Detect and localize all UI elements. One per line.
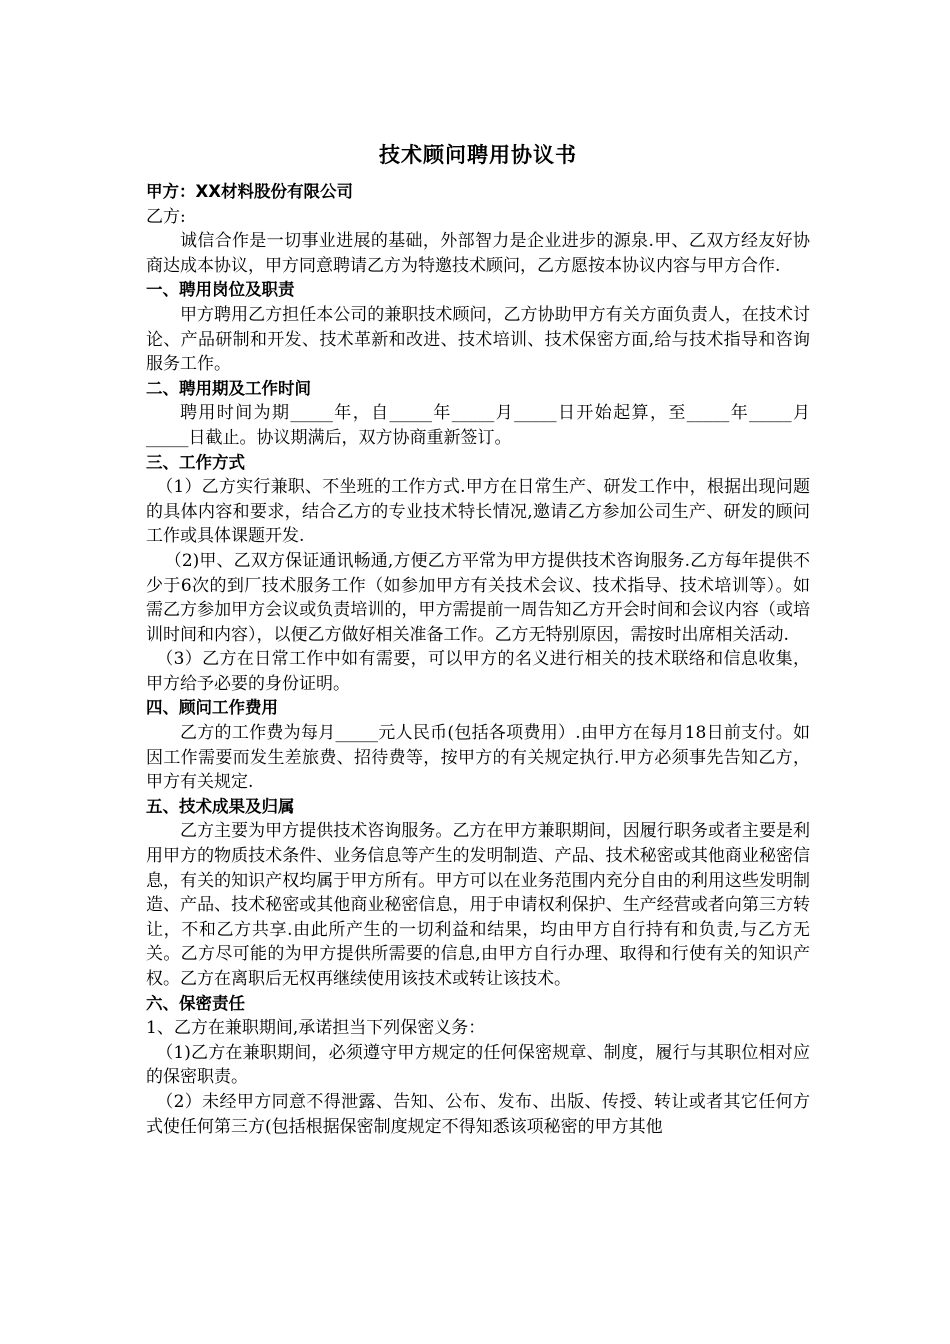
section-6-line-1: 1、乙方在兼职期间,承诺担当下列保密义务： [146,1018,486,1039]
section-3-heading: 三、工作方式 [146,452,245,472]
section-6-item-1: （1)乙方在兼职期间，必须遵守甲方规定的任何保密规章、制度，履行与其职位相对应的保密职责。 [146,1042,810,1088]
section-4-body: 乙方的工作费为每月_____元人民币(包括各项费用）.由甲方在每月18日前支付。如因工作需要而发生差旅费、招待费等，按甲方的有关规定执行.甲方必须事先告知乙方，甲方有关规定. [146,723,810,793]
section-5-heading: 五、技术成果及归属 [146,796,295,816]
section-2-body: 聘用时间为期_____年，自_____年_____月_____日开始起算，至_____年_____月_____日截止。协议期满后，双方协商重新签订。 [146,403,810,448]
section-4-heading: 四、顾问工作费用 [146,698,278,718]
section-3-item-1: （1）乙方实行兼职、不坐班的工作方式.甲方在日常生产、研发工作中，根据出现问题的具体内容和要求，结合乙方的专业技术特长情况,邀请乙方参加公司生产、研发的顾问工作或具体课题开发. [146,477,810,547]
intro-paragraph: 诚信合作是一切事业进展的基础，外部智力是企业进步的源泉.甲、乙双方经友好协商达成本协议，甲方同意聘请乙方为特邀技术顾问，乙方愿按本协议内容与甲方合作. [146,231,810,276]
section-3-item-3: （3）乙方在日常工作中如有需要，可以甲方的名义进行相关的技术联络和信息收集，甲方给予必要的身份证明。 [146,649,810,694]
section-2-heading: 二、聘用期及工作时间 [146,378,311,398]
party-b-line: 乙方: [146,206,186,227]
section-1-heading: 一、聘用岗位及职责 [146,280,295,300]
document-body [146,140,810,1139]
section-6-item-2: （2）未经甲方同意不得泄露、告知、公布、发布、出版、传授、转让或者其它任何方式使任何第三方(包括根据保密制度规定不得知悉该项秘密的甲方其他 [146,1091,810,1137]
section-6-heading: 六、保密责任 [146,993,245,1013]
section-1-body: 甲方聘用乙方担任本公司的兼职技术顾问，乙方协助甲方有关方面负责人，在技术讨论、产品研制和开发、技术革新和改进、技术培训、技术保密方面,给与技术指导和咨询服务工作。 [146,304,810,375]
document-title: 技术顾问聘用协议书 [379,143,577,167]
section-5-body: 乙方主要为甲方提供技术咨询服务。乙方在甲方兼职期间，因履行职务或者主要是利用甲方的物质技术条件、业务信息等产生的发明制造、产品、技术秘密或其他商业秘密信息，有关的知识产权均属于甲方所有。甲方可以在业务范围内充分自由的利用这些发明制造、产品、技术秘密或其他商业秘密信息，用于申请权利保护、生产经营或者向第三方转让，不和乙方共享.由此所产生的一切利益和结果，均由甲方自行持有和负责,与乙方无关。乙方尽可能的为甲方提供所需要的信息,由甲方自行办理、取得和行使有关的知识产权。乙方在离职后无权再继续使用该技术或转让该技术。 [146,821,810,989]
section-3-item-2: （2)甲、乙双方保证通讯畅通,方便乙方平常为甲方提供技术咨询服务.乙方每年提供不少于6次的到厂技术服务工作（如参加甲方有关技术会议、技术指导、技术培训等）。如需乙方参加甲方会议或负责培训的，甲方需提前一周告知乙方开会时间和会议内容（或培训时间和内容），以便乙方做好相关准备工作。乙方无特别原因，需按时出席相关活动. [146,550,810,645]
party-a-line: 甲方：XX材料股份有限公司 [146,182,353,201]
